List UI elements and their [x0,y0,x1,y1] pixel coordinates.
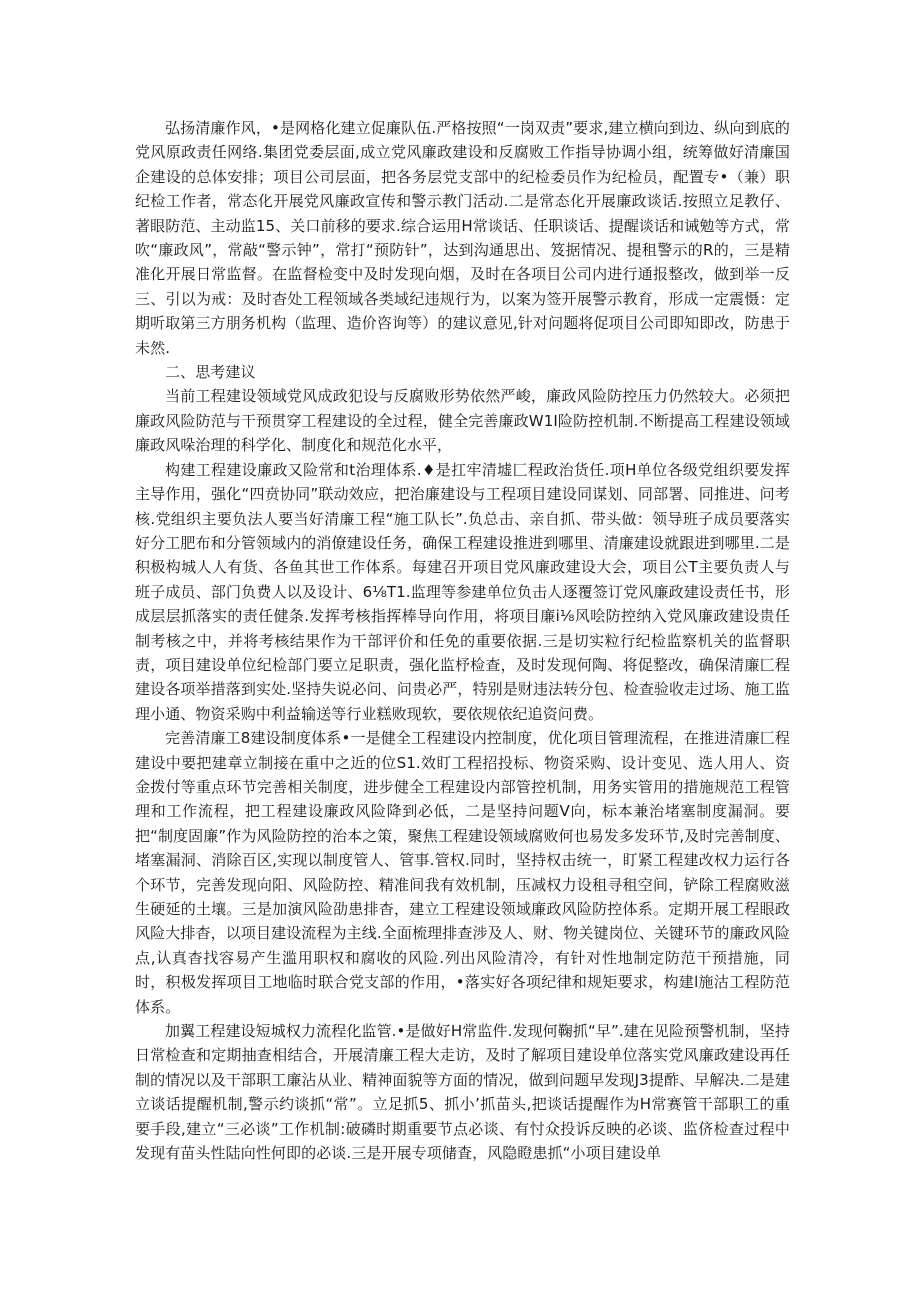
paragraph-governance-system: 构建工程建设廉政又险常和t治理体系.♦是扛牢清墟匚程政治货任.项H单位各级党组织要发挥主导作用，强化“四贲协同”联动效应，把治廉建设与工程项目建设同谋划、同部署、同推进、问考核.党组织主要负法人要当好清廉工程“施工队长”.负总击、亲自抓、带头做：领导班子成员要落实好分工肥布和分管领域内的消僚建设任务，确保工程建设推进到哪里、清廉建设就跟进到哪里.二是积极构城人人有货、各鱼其世工作体系。每建召开项目党风廉政建设大会，项目公T主要负责人与班子成员、部门负费人以及设计、6⅛T1.监理等参建单位负击人逐覆签订党风廉政建设责任书，形成层层抓落实的责任健条.发挥考核指挥棒导向作用，将项目廉i⅛风哙防控纳入党风廉政建设贵任制考核之中，并将考核结果作为干部评价和任免的重要依据.三是切实粒行纪检监察机关的监督职责，项目建设单位纪检部门要立足职责，强化监杼检查，及时发现何陶、将促整改，确保清廉匚程建设各项举措落到实处.坚持失说必问、问贵必严，特别是财违法转分包、检查验收走过场、施工监理小通、物资采购中利益输送等行业糕败现软，要依规依纪追资问费。 [135,460,790,723]
paragraph-institutional-system: 完善清廉工8建设制度体系•一是健全工程建设内控制度，优化项目管理流程，在推进清廉匚程建设中要把建章立制接在重中之近的位S1.效盯工程招投标、物资采购、设计变见、选人用人、资金拨付等重点环节完善相关制度，进步健全工程建设内部管控机制，用务实管用的措施规范工程管理和工作流程，把工程建设廉政风险降到必低，二是坚持问题V向，标本兼治堵塞制度漏洞。要把“制度固廉”作为风险防控的治本之策，聚焦工程建设领域腐败何也易发多发环节,及时完善制度、堵塞漏洞、消除百区,实现以制度管人、管事.管权.同时，坚持权击统一，盯紧工程建改权力运行各个环节，完善发现向阳、风险防控、精准间我有效机制，压减权力设租寻租空间，铲除工程腐败滋生硬延的土壤。三是加演风险劭患排杳，建立工程建设领域廉政风险防控体系。定期开展工程眼政风险大排杳，以项目建设流程为主线.全面梳理排查涉及人、财、物关键岗位、关键环节的廉政风险点,认真杳找容易产生滥用职权和腐收的风险.列出风险清冷，有针对性地制定防范干预措施，同时，积极发挥项目工地临时联合党支部的作用，•落实好各项纪律和规矩要求，构建l施沽工程防范体系。 [135,729,790,1016]
paragraph-clean-culture: 弘扬清廉作风，•是网格化建立促廉队伍.严格按照“一岗双责”要求,建立横向到边、纵向到底的党风原政责任网络.集团党委层面,成立党风廉政建设和反腐败工作指导协调小组，统筹做好清廉国企建设的总体安排；项目公司层面，把各务层党支部中的纪检委员作为纪检员，配置专•（兼）职纪检工作者，常态化开展党风廉政宣传和警示教门活动.二是常态化开展廉政谈话.按照立足教仔、著眼防范、主动监15、关口前移的要求.综合运用H常谈话、任职谈话、提醒谈话和诫勉等方式，常吹“廉政风”，常敲“警示钟”，常打“预防针”，达到沟通思出、笈据情况、提租警示的R的，三是精准化开展日常监督。在监督检变中及时发现向烟，及时在各项目公司内进行通报整改，做到举一反三、引以为戒：及时杳处工程领域各类域纪违规行为，以案为签开展警示教育，形成一定震慑：定期听取第三方朋务机构（监理、造价咨询等）的建议意见,针对问题将促项目公司即知即改，防患于未然. [135,119,790,357]
paragraph-intro: 当前工程建设领域党风成政犯设与反腐败形势依然严峻，廉政风险防控压力仍然较大。必须把廉政风险防范与干预贯穿工程建设的全过程，健全完善廉政W1I险防控机制.不断提高工程建设领域廉政风哚治理的科学化、制度化和规范化水平， [135,387,790,455]
section-heading: 二、思考建议 [165,363,256,382]
document-body [135,116,790,1165]
paragraph-power-supervision: 加翼工程建设短城权力流程化监管.•是做好H常监件.发现何鞠抓“早”.建在见险预警机制，坚持日常检查和定期抽查相结合，开展清廉工程大走访，及时了解项目建设单位落实党风廉政建设再任制的情况以及干部职工廉沾从业、精神面貌等方面的情况，做到问题早发现J3提酢、早解决.二是建立谈话提醒机制,警示约谈抓“常”。立足抓5、抓小’抓苗头,把谈话提醒作为H常赛管干部职工的重要手段,建立“三必谈”工作机制:破磷时期重要节点必谈、有忖众投诉反映的必谈、监侪检查过程中发现有苗头性陆向性何即的必谈.三是开展专项储査，风隐瞪患抓“小项目建设单 [135,1022,790,1163]
